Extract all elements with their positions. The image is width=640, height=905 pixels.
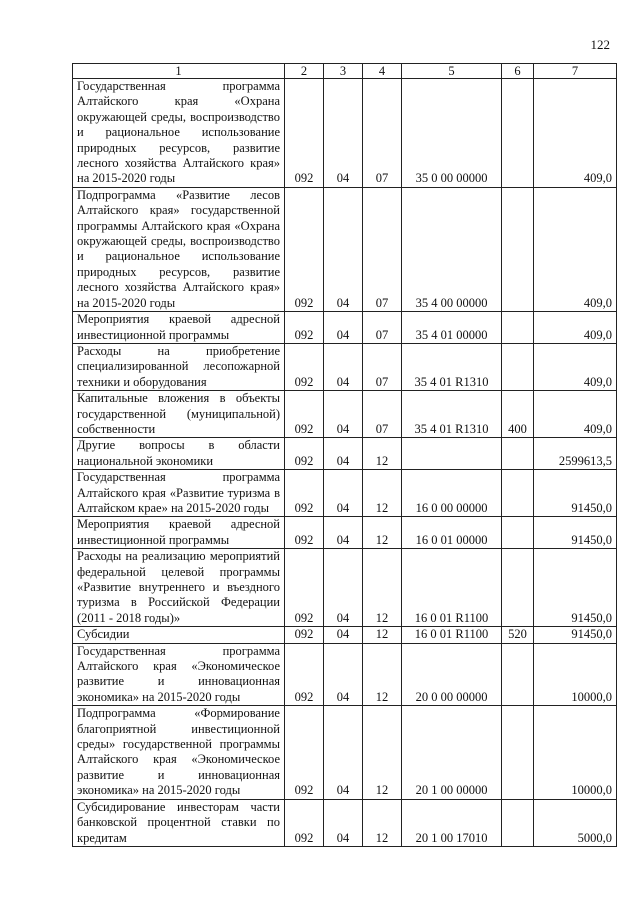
row-name: Подпрограмма «Развитие лесов Алтайского края» государственной программы Алтайского края «Охрана окружающей среды, воспроизводство и рациональное использование природных ресурсов, развитие лесного хозяйства Алтайского края» на 2015-2020 годы [73, 187, 285, 311]
subsection-code: 07 [363, 312, 402, 344]
expense-type-code: 400 [502, 391, 534, 438]
subsection-code: 07 [363, 187, 402, 311]
amount: 10000,0 [534, 643, 617, 706]
table-row [73, 799, 617, 846]
row-name: Другие вопросы в области национальной экономики [73, 438, 285, 470]
row-name: Подпрограмма «Формирование благоприятной инвестиционной среды» государственной программы Алтайского края «Экономическое развитие и инновационная экономика» на 2015-2020 годы [73, 706, 285, 799]
row-name: Мероприятия краевой адресной инвестиционной программы [73, 312, 285, 344]
column-header: 1 [73, 64, 285, 79]
subsection-code: 12 [363, 438, 402, 470]
target-item-code [402, 438, 502, 470]
amount: 5000,0 [534, 799, 617, 846]
section-code: 04 [324, 799, 363, 846]
subsection-code: 12 [363, 549, 402, 627]
section-code: 04 [324, 549, 363, 627]
amount: 91450,0 [534, 470, 617, 517]
header-row [73, 64, 617, 79]
amount: 91450,0 [534, 627, 617, 643]
table-row [73, 391, 617, 438]
table-row [73, 643, 617, 706]
column-header: 5 [402, 64, 502, 79]
row-name: Расходы на реализацию мероприятий федеральной целевой программы «Развитие внутреннего и въездного туризма в Российской Федерации (2011 - 2018 годы)» [73, 549, 285, 627]
ministry-code: 092 [285, 187, 324, 311]
target-item-code: 20 0 00 00000 [402, 643, 502, 706]
target-item-code: 35 4 01 R1310 [402, 343, 502, 390]
ministry-code: 092 [285, 438, 324, 470]
table-row [73, 438, 617, 470]
page-number: 122 [590, 37, 610, 52]
amount: 91450,0 [534, 549, 617, 627]
section-code: 04 [324, 187, 363, 311]
section-code: 04 [324, 470, 363, 517]
subsection-code: 12 [363, 470, 402, 517]
target-item-code: 16 0 01 R1100 [402, 627, 502, 643]
ministry-code: 092 [285, 517, 324, 549]
table-row [73, 470, 617, 517]
row-name: Субсидирование инвесторам части банковской процентной ставки по кредитам [73, 799, 285, 846]
section-code: 04 [324, 438, 363, 470]
ministry-code: 092 [285, 79, 324, 188]
amount: 409,0 [534, 187, 617, 311]
table-row [73, 549, 617, 627]
row-name: Субсидии [73, 627, 285, 643]
expense-type-code [502, 706, 534, 799]
subsection-code: 12 [363, 706, 402, 799]
table-row [73, 79, 617, 188]
ministry-code: 092 [285, 312, 324, 344]
ministry-code: 092 [285, 343, 324, 390]
amount: 2599613,5 [534, 438, 617, 470]
expense-type-code [502, 187, 534, 311]
subsection-code: 12 [363, 643, 402, 706]
ministry-code: 092 [285, 706, 324, 799]
target-item-code: 35 0 00 00000 [402, 79, 502, 188]
section-code: 04 [324, 343, 363, 390]
row-name: Расходы на приобретение специализированной лесопожарной техники и оборудования [73, 343, 285, 390]
ministry-code: 092 [285, 391, 324, 438]
amount: 409,0 [534, 79, 617, 188]
target-item-code: 20 1 00 17010 [402, 799, 502, 846]
expense-type-code [502, 799, 534, 846]
budget-table [72, 63, 617, 847]
column-header: 4 [363, 64, 402, 79]
expense-type-code [502, 438, 534, 470]
expense-type-code [502, 343, 534, 390]
section-code: 04 [324, 627, 363, 643]
table-row [73, 517, 617, 549]
target-item-code: 16 0 01 R1100 [402, 549, 502, 627]
target-item-code: 16 0 01 00000 [402, 517, 502, 549]
table-row [73, 187, 617, 311]
target-item-code: 16 0 00 00000 [402, 470, 502, 517]
section-code: 04 [324, 312, 363, 344]
column-header: 7 [534, 64, 617, 79]
expense-type-code [502, 549, 534, 627]
expense-type-code [502, 643, 534, 706]
ministry-code: 092 [285, 627, 324, 643]
section-code: 04 [324, 643, 363, 706]
target-item-code: 35 4 01 00000 [402, 312, 502, 344]
subsection-code: 07 [363, 391, 402, 438]
ministry-code: 092 [285, 643, 324, 706]
column-header: 2 [285, 64, 324, 79]
target-item-code: 35 4 00 00000 [402, 187, 502, 311]
row-name: Государственная программа Алтайского края «Экономическое развитие и инновационная экономика» на 2015-2020 годы [73, 643, 285, 706]
expense-type-code [502, 517, 534, 549]
expense-type-code [502, 79, 534, 188]
section-code: 04 [324, 391, 363, 438]
subsection-code: 12 [363, 799, 402, 846]
ministry-code: 092 [285, 799, 324, 846]
amount: 409,0 [534, 312, 617, 344]
table-row [73, 627, 617, 643]
table-row [73, 312, 617, 344]
column-header: 6 [502, 64, 534, 79]
table-row [73, 343, 617, 390]
target-item-code: 35 4 01 R1310 [402, 391, 502, 438]
amount: 409,0 [534, 343, 617, 390]
row-name: Государственная программа Алтайского края «Охрана окружающей среды, воспроизводство и рациональное использование природных ресурсов, развитие лесного хозяйства Алтайского края» на 2015-2020 годы [73, 79, 285, 188]
section-code: 04 [324, 517, 363, 549]
subsection-code: 07 [363, 343, 402, 390]
amount: 409,0 [534, 391, 617, 438]
amount: 10000,0 [534, 706, 617, 799]
subsection-code: 07 [363, 79, 402, 188]
expense-type-code [502, 312, 534, 344]
subsection-code: 12 [363, 517, 402, 549]
section-code: 04 [324, 79, 363, 188]
column-header: 3 [324, 64, 363, 79]
target-item-code: 20 1 00 00000 [402, 706, 502, 799]
expense-type-code: 520 [502, 627, 534, 643]
ministry-code: 092 [285, 470, 324, 517]
ministry-code: 092 [285, 549, 324, 627]
expense-type-code [502, 470, 534, 517]
amount: 91450,0 [534, 517, 617, 549]
row-name: Государственная программа Алтайского края «Развитие туризма в Алтайском крае» на 2015-2020 годы [73, 470, 285, 517]
table-row [73, 706, 617, 799]
row-name: Мероприятия краевой адресной инвестиционной программы [73, 517, 285, 549]
row-name: Капитальные вложения в объекты государственной (муниципальной) собственности [73, 391, 285, 438]
section-code: 04 [324, 706, 363, 799]
subsection-code: 12 [363, 627, 402, 643]
